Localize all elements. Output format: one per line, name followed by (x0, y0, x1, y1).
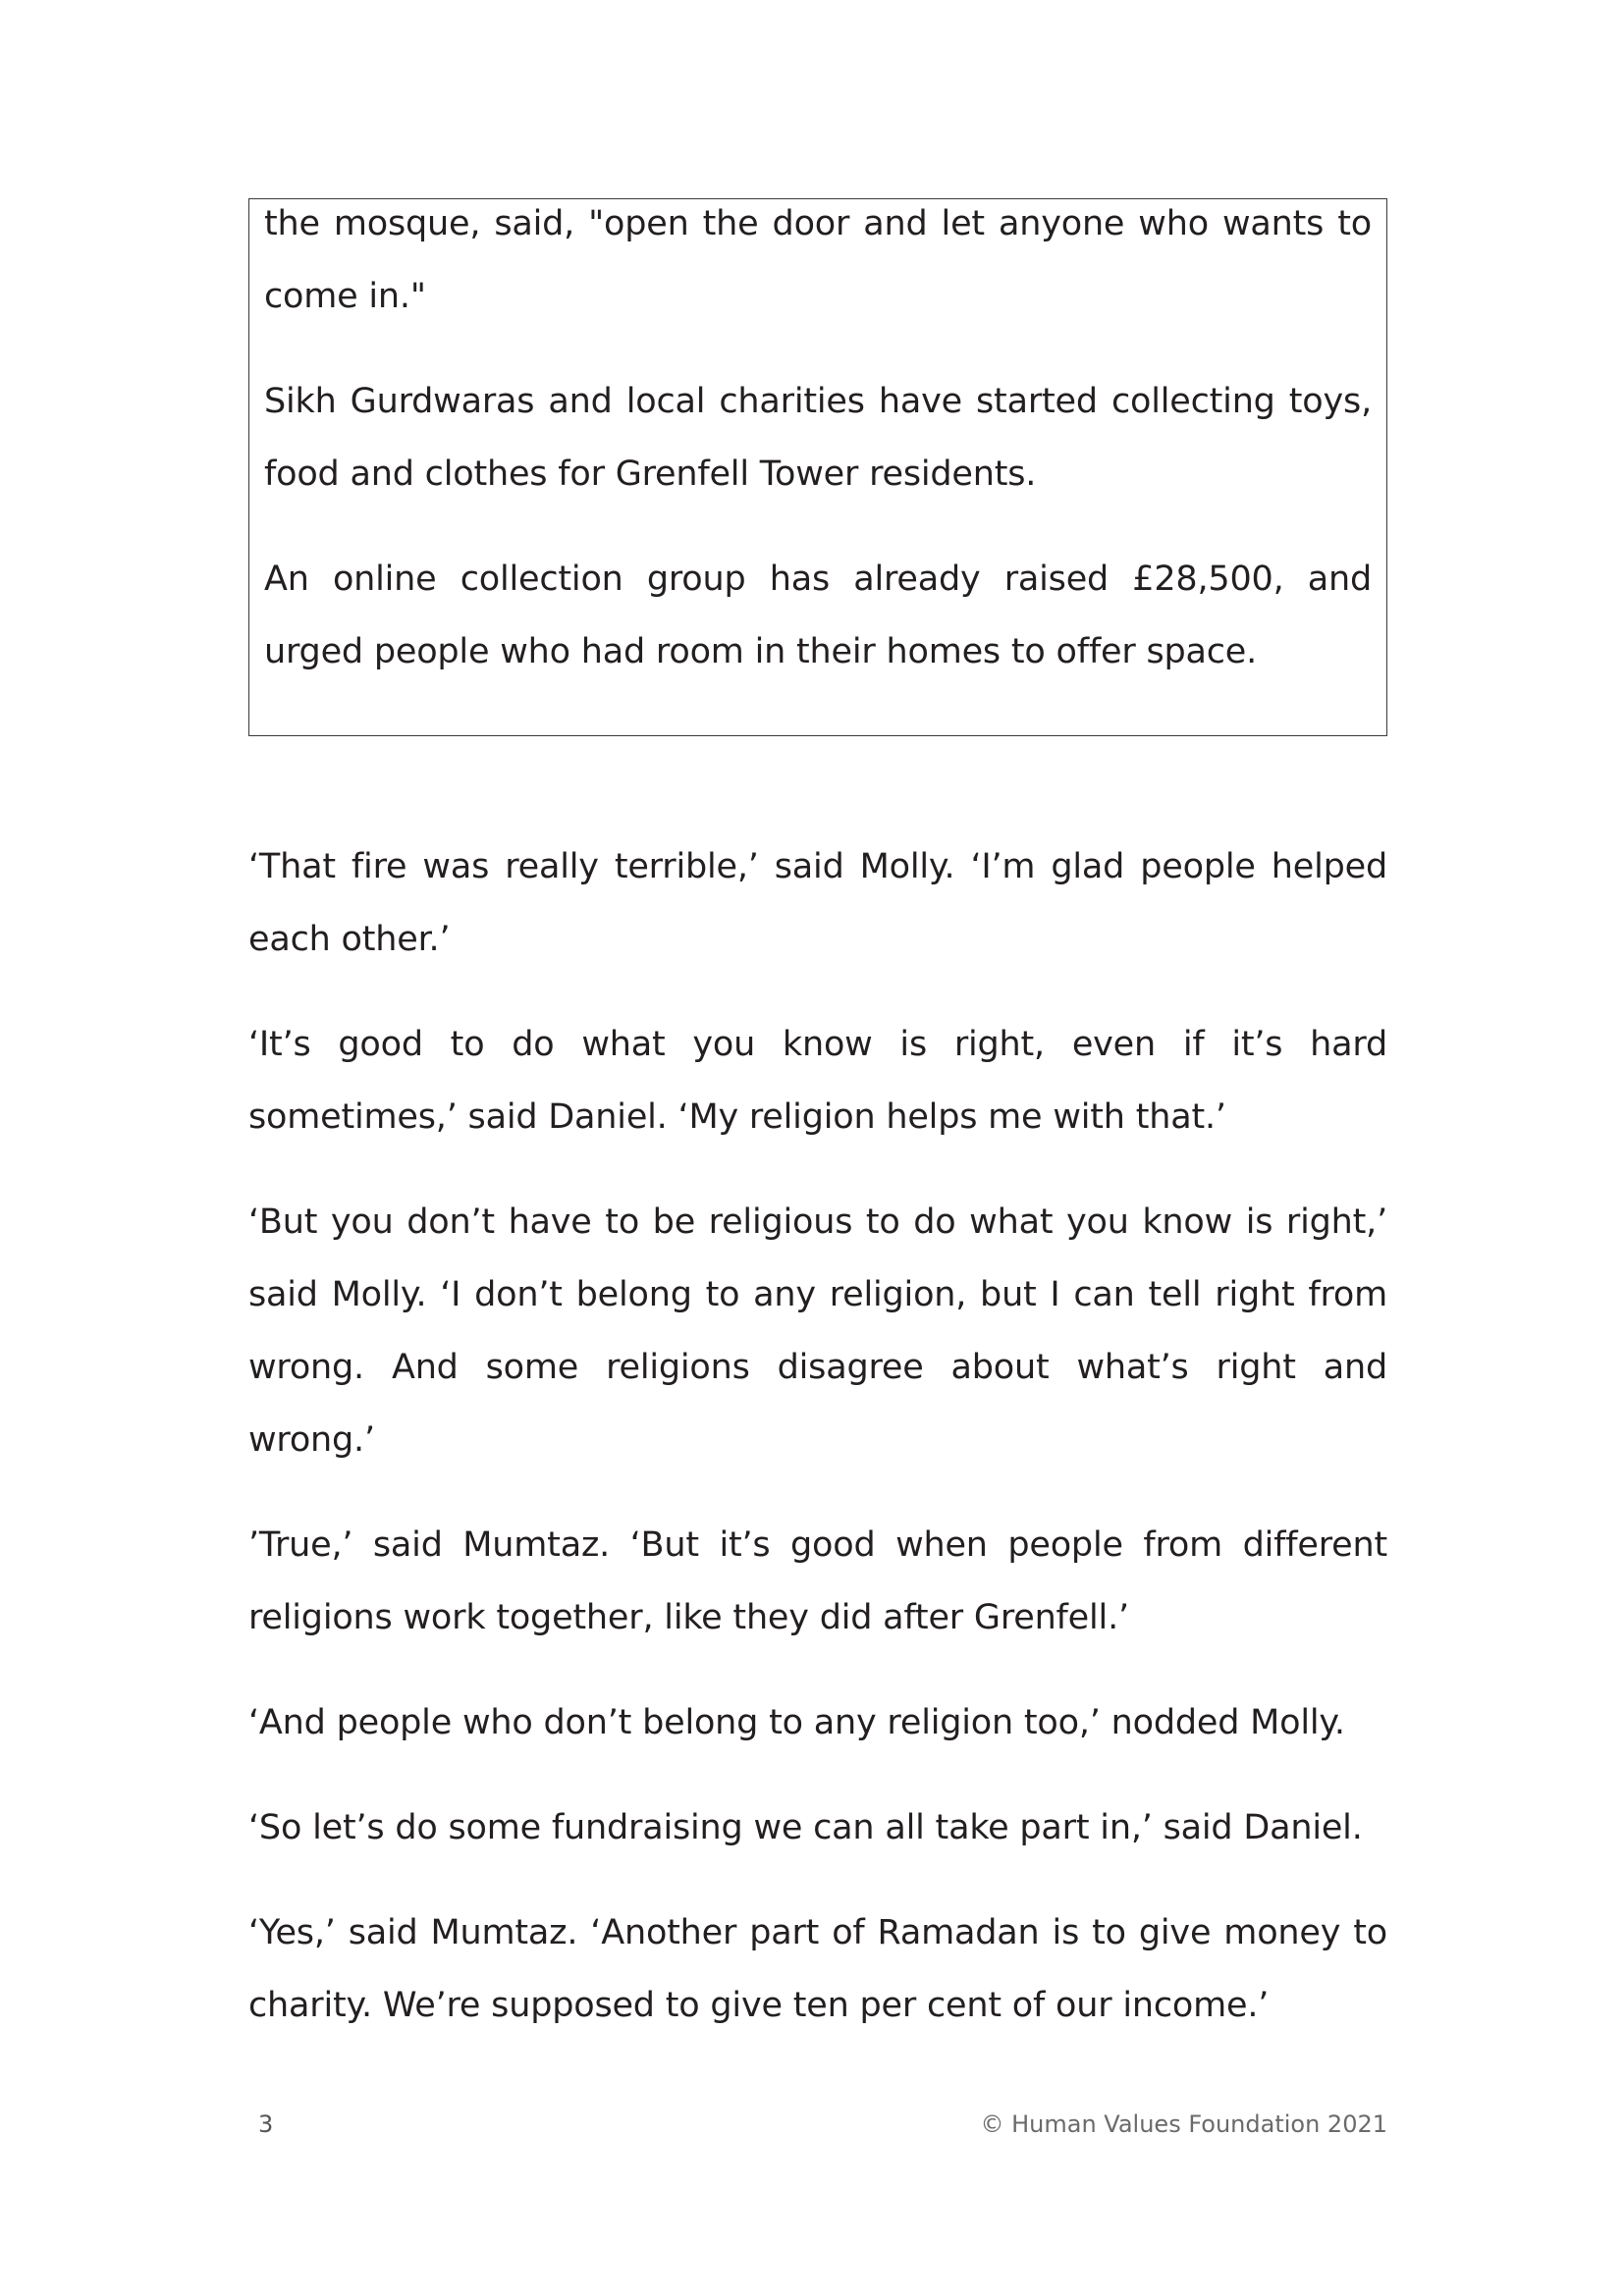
box-paragraph: Sikh Gurdwaras and local charities have started collecting toys, food and clothes for Grenfell Tower residents. (264, 382, 1372, 494)
story-paragraph: ‘So let’s do some fundraising we can all take part in,’ said Daniel. (248, 1808, 1363, 1847)
page-number: 3 (258, 2110, 274, 2138)
story-paragraph: ’True,’ said Mumtaz. ‘But it’s good when people from different religions work together, like they did after Grenfell.’ (248, 1525, 1387, 1637)
story-paragraph: ‘That fire was really terrible,’ said Molly. ‘I’m glad people helped each other.’ (248, 847, 1387, 959)
story-paragraph: ‘It’s good to do what you know is right, even if it’s hard sometimes,’ said Daniel. ‘My religion helps me with that.’ (248, 1025, 1387, 1137)
story-text (248, 830, 1387, 2074)
story-paragraph: ‘Yes,’ said Mumtaz. ‘Another part of Ramadan is to give money to charity. We’re supposed to give ten per cent of our income.’ (248, 1913, 1387, 2025)
copyright-notice: © Human Values Foundation 2021 (980, 2110, 1387, 2138)
story-paragraph: ‘And people who don’t belong to any religion too,’ nodded Molly. (248, 1703, 1345, 1742)
news-excerpt-box (248, 198, 1387, 736)
box-paragraph: An online collection group has already raised £28,500, and urged people who had room in their homes to offer space. (264, 560, 1372, 671)
box-paragraph: the mosque, said, "open the door and let anyone who wants to come in." (264, 204, 1372, 316)
story-paragraph: ‘But you don’t have to be religious to do what you know is right,’ said Molly. ‘I don’t belong to any religion, but I can tell right from wrong. And some religions disagree about what’s right and wrong.’ (248, 1202, 1387, 1460)
